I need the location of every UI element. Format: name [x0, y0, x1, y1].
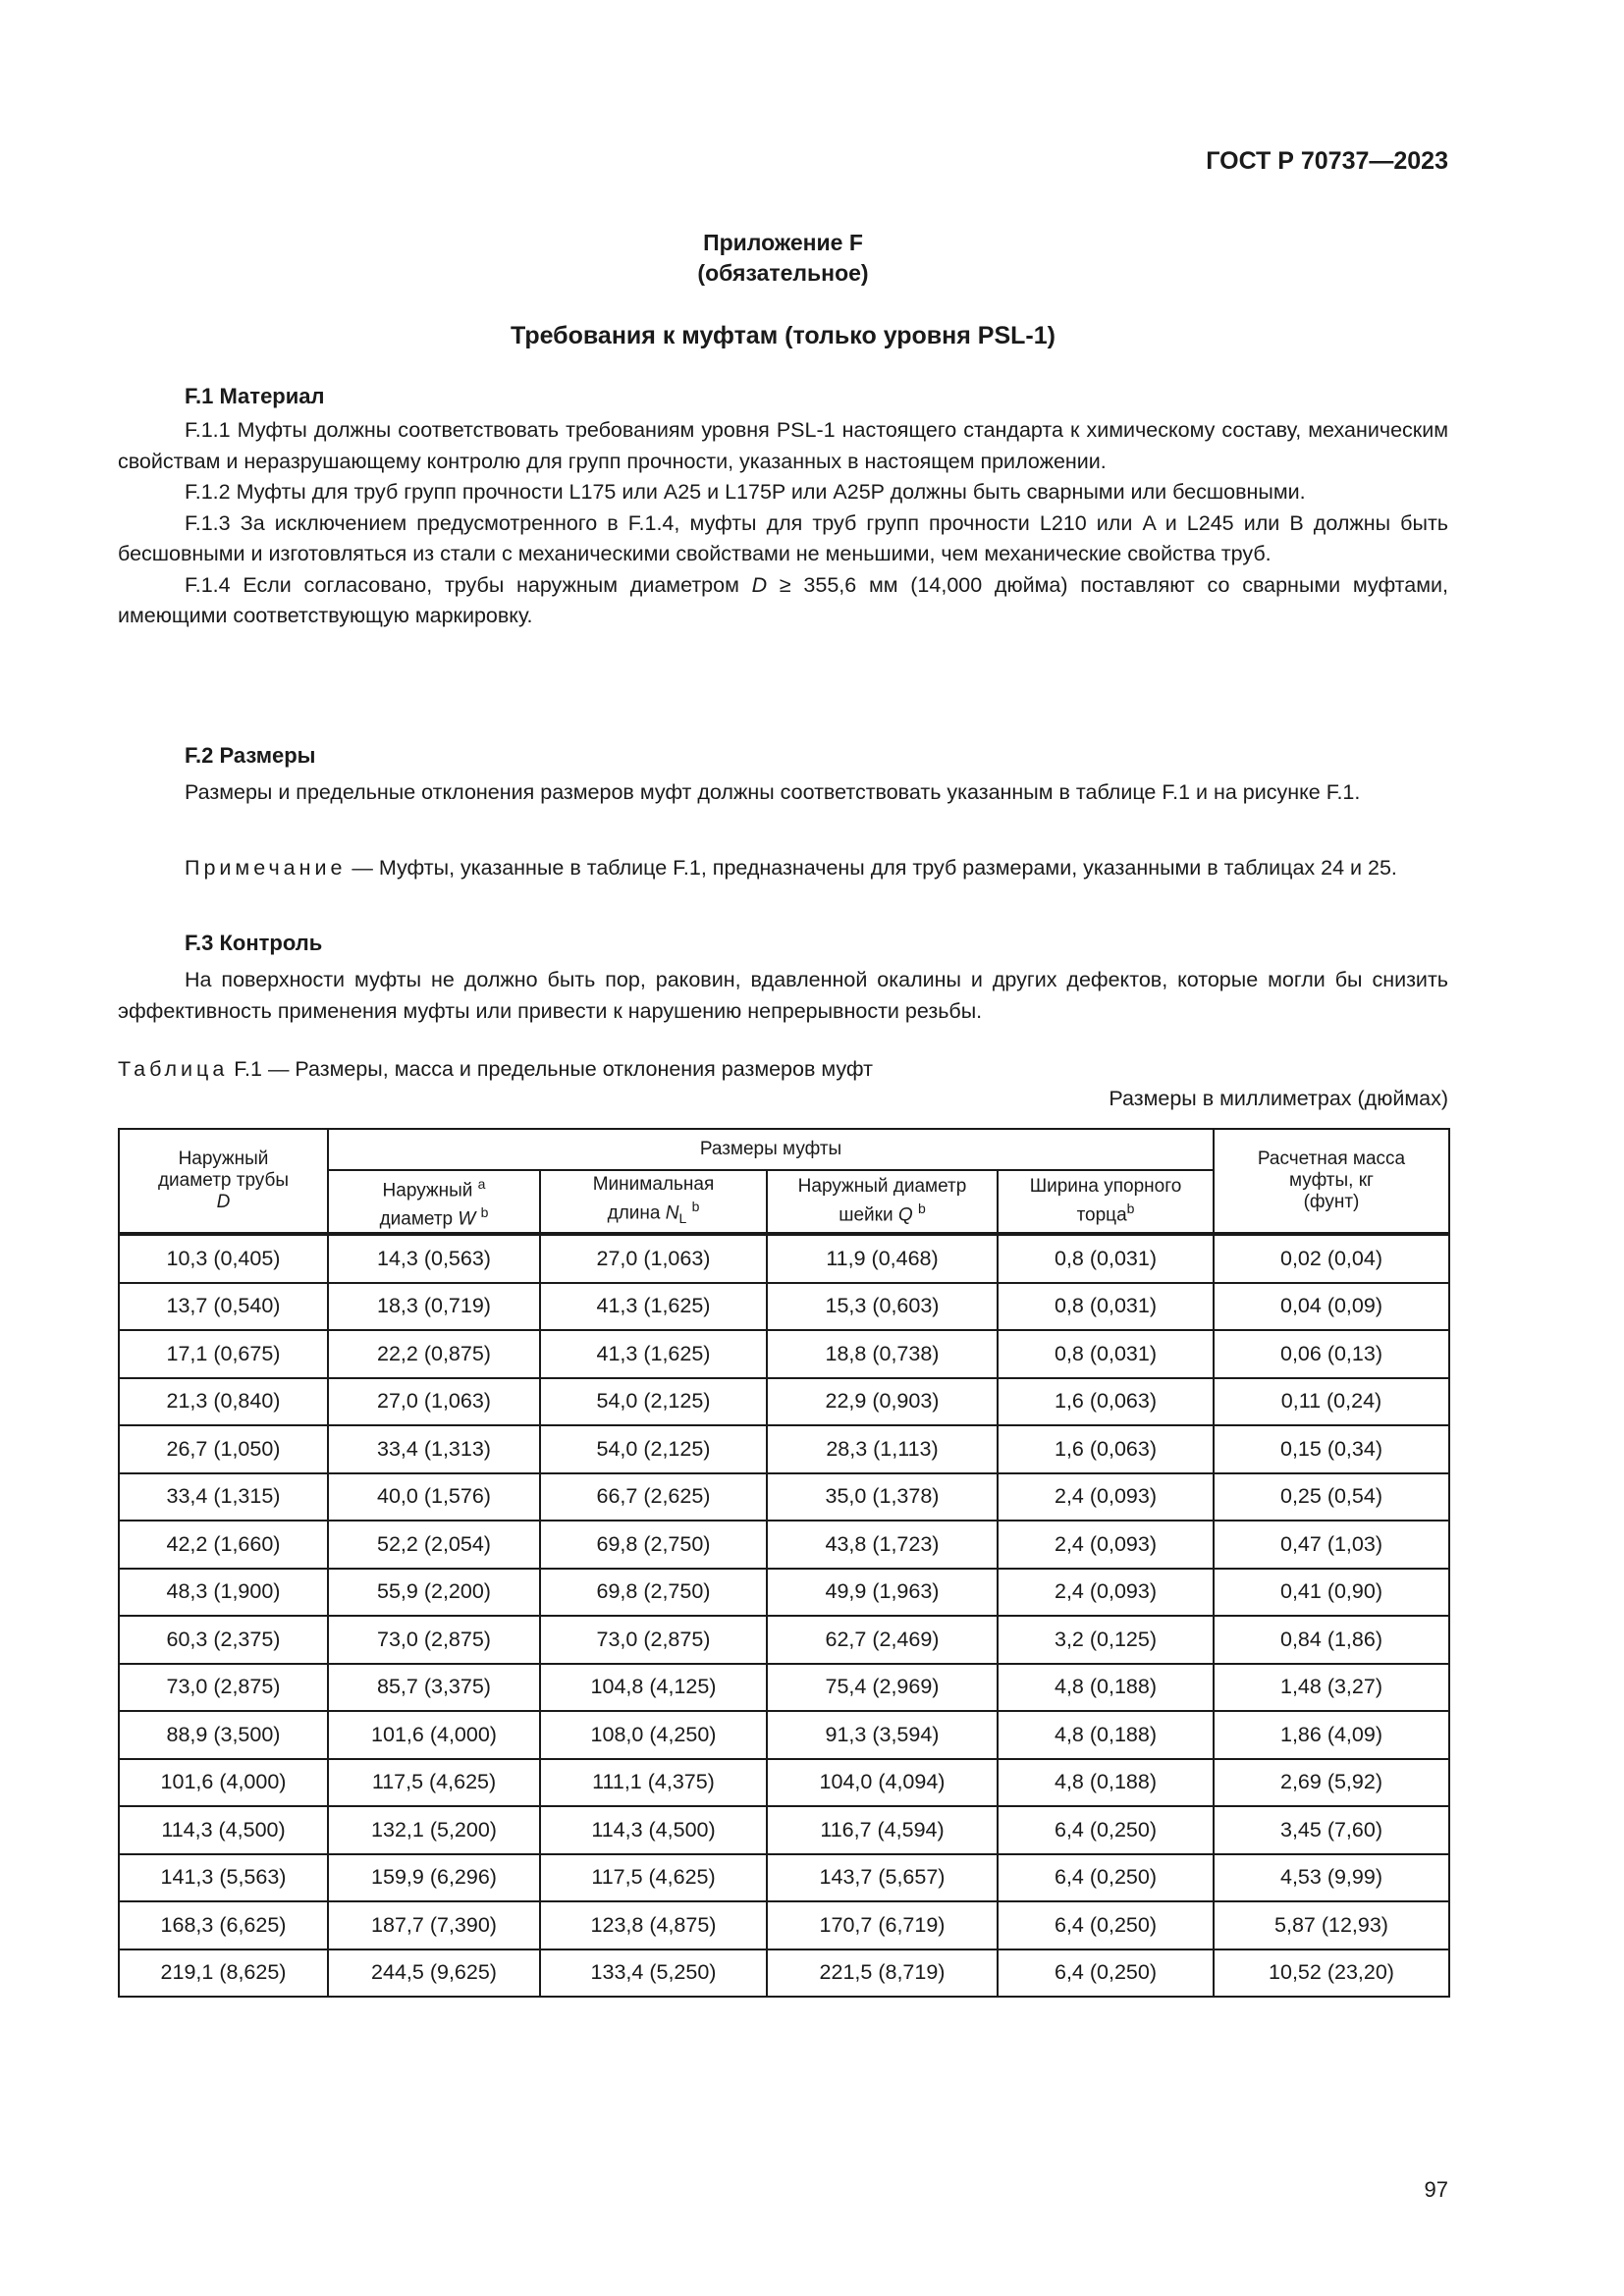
table-row: [119, 1473, 1449, 1522]
table-cell: 73,0 (2,875): [119, 1664, 328, 1712]
table-cell: 75,4 (2,969): [767, 1664, 998, 1712]
table-cell: 69,8 (2,750): [540, 1569, 767, 1617]
section-f1: [118, 381, 1448, 411]
table-row: [119, 1378, 1449, 1426]
section-f3-body: [118, 965, 1448, 1027]
table-cell: 101,6 (4,000): [119, 1759, 328, 1807]
table-cell: 22,2 (0,875): [328, 1330, 540, 1378]
page-number: 97: [1424, 2177, 1448, 2202]
table-cell: 101,6 (4,000): [328, 1711, 540, 1759]
table-cell: 0,8 (0,031): [998, 1283, 1214, 1331]
table-cell: 6,4 (0,250): [998, 1806, 1214, 1854]
table-cell: 6,4 (0,250): [998, 1949, 1214, 1998]
table-caption: [118, 1054, 1448, 1084]
table-cell: 114,3 (4,500): [119, 1806, 328, 1854]
table-cell: 10,3 (0,405): [119, 1234, 328, 1283]
table-cell: 187,7 (7,390): [328, 1901, 540, 1949]
table-cell: 27,0 (1,063): [328, 1378, 540, 1426]
table-cell: 170,7 (6,719): [767, 1901, 998, 1949]
table-cell: 60,3 (2,375): [119, 1616, 328, 1664]
table-cell: 49,9 (1,963): [767, 1569, 998, 1617]
paragraph-f1-2: F.1.2 Муфты для труб групп прочности L175 или A25 и L175P или A25P должны быть сварными или бесшовными.: [185, 480, 1306, 504]
table-cell: 73,0 (2,875): [328, 1616, 540, 1664]
table-cell: 2,4 (0,093): [998, 1521, 1214, 1569]
table-row: [119, 1616, 1449, 1664]
table-body: [119, 1234, 1449, 1997]
table-row: [119, 1854, 1449, 1902]
table-cell: 28,3 (1,113): [767, 1425, 998, 1473]
table-cell: 117,5 (4,625): [328, 1759, 540, 1807]
table-row: [119, 1759, 1449, 1807]
table-cell: 114,3 (4,500): [540, 1806, 767, 1854]
table-cell: 91,3 (3,594): [767, 1711, 998, 1759]
section-f3: [118, 928, 1448, 958]
table-cell: 0,11 (0,24): [1214, 1378, 1449, 1426]
table-cell: 132,1 (5,200): [328, 1806, 540, 1854]
table-cell: 116,7 (4,594): [767, 1806, 998, 1854]
table-cell: 221,5 (8,719): [767, 1949, 998, 1998]
table-cell: 54,0 (2,125): [540, 1425, 767, 1473]
header-neck-diameter-q: Наружный диаметр шейки Q $^b$: [767, 1170, 998, 1234]
table-cell: 73,0 (2,875): [540, 1616, 767, 1664]
table-units: Размеры в миллиметрах (дюймах): [1109, 1087, 1448, 1110]
header-pipe-diameter: Наружный диаметр трубы D: [119, 1129, 328, 1234]
table-cell: 18,3 (0,719): [328, 1283, 540, 1331]
table-cell: 0,04 (0,09): [1214, 1283, 1449, 1331]
paragraph-f1-1: F.1.1 Муфты должны соответствовать требованиям уровня PSL-1 настоящего стандарта к химическому составу, механическим свойствам и неразрушающему контролю для групп прочности, указанных в настоящем приложении.: [118, 418, 1448, 473]
table-cell: 0,25 (0,54): [1214, 1473, 1449, 1522]
table-caption-label: Таблица: [118, 1057, 229, 1081]
paragraph-f1-4: [118, 570, 1448, 632]
table-cell: 219,1 (8,625): [119, 1949, 328, 1998]
table-row: [119, 1664, 1449, 1712]
table-cell: 104,8 (4,125): [540, 1664, 767, 1712]
table-cell: 54,0 (2,125): [540, 1378, 767, 1426]
table-cell: 48,3 (1,900): [119, 1569, 328, 1617]
table-cell: 143,7 (5,657): [767, 1854, 998, 1902]
table-caption-text: F.1 — Размеры, масса и предельные отклонения размеров муфт: [228, 1057, 873, 1081]
section-f2-note: [118, 853, 1448, 884]
table-cell: 41,3 (1,625): [540, 1330, 767, 1378]
table-row: [119, 1234, 1449, 1283]
table-cell: 55,9 (2,200): [328, 1569, 540, 1617]
table-cell: 133,4 (5,250): [540, 1949, 767, 1998]
table-cell: 88,9 (3,500): [119, 1711, 328, 1759]
note-paragraph: [118, 853, 1448, 884]
table-cell: 13,7 (0,540): [119, 1283, 328, 1331]
table-cell: 0,8 (0,031): [998, 1330, 1214, 1378]
table-row: [119, 1521, 1449, 1569]
table-cell: 4,8 (0,188): [998, 1759, 1214, 1807]
table-cell: 26,7 (1,050): [119, 1425, 328, 1473]
table-cell: 66,7 (2,625): [540, 1473, 767, 1522]
table-cell: 18,8 (0,738): [767, 1330, 998, 1378]
table-cell: 3,2 (0,125): [998, 1616, 1214, 1664]
table-cell: 0,02 (0,04): [1214, 1234, 1449, 1283]
table-cell: 10,52 (23,20): [1214, 1949, 1449, 1998]
table-cell: 43,8 (1,723): [767, 1521, 998, 1569]
table-cell: 11,9 (0,468): [767, 1234, 998, 1283]
annex-type: (обязательное): [697, 260, 869, 286]
table-cell: 1,48 (3,27): [1214, 1664, 1449, 1712]
table-cell: 1,86 (4,09): [1214, 1711, 1449, 1759]
table-cell: 6,4 (0,250): [998, 1854, 1214, 1902]
section-f3-heading: F.3 Контроль: [185, 931, 323, 955]
paragraph-f1-4-variable: D: [751, 572, 768, 597]
table-row: [119, 1949, 1449, 1998]
table-cell: 159,9 (6,296): [328, 1854, 540, 1902]
table-cell: 0,06 (0,13): [1214, 1330, 1449, 1378]
table-row: [119, 1806, 1449, 1854]
table-cell: 4,8 (0,188): [998, 1664, 1214, 1712]
paragraph-f1-4-start: F.1.4 Если согласовано, трубы наружным диаметром: [185, 572, 752, 597]
paragraph-f2-1: Размеры и предельные отклонения размеров муфт должны соответствовать указанным в таблице F.1 и на рисунке F.1.: [185, 780, 1361, 804]
table-row: [119, 1330, 1449, 1378]
table-cell: 0,41 (0,90): [1214, 1569, 1449, 1617]
table-cell: 5,87 (12,93): [1214, 1901, 1449, 1949]
header-calculated-mass: Расчетная масса муфты, кг (фунт): [1214, 1129, 1449, 1234]
table-cell: 104,0 (4,094): [767, 1759, 998, 1807]
main-heading: Требования к муфтам (только уровня PSL-1): [511, 322, 1056, 349]
table-cell: 123,8 (4,875): [540, 1901, 767, 1949]
table-cell: 4,53 (9,99): [1214, 1854, 1449, 1902]
table-cell: 17,1 (0,675): [119, 1330, 328, 1378]
table-row: [119, 1901, 1449, 1949]
table-cell: 2,69 (5,92): [1214, 1759, 1449, 1807]
table-cell: 0,15 (0,34): [1214, 1425, 1449, 1473]
table-cell: 21,3 (0,840): [119, 1378, 328, 1426]
annex-title: Приложение F: [703, 230, 863, 255]
table-cell: 6,4 (0,250): [998, 1901, 1214, 1949]
note-label: Примечание: [185, 856, 347, 880]
table-cell: 22,9 (0,903): [767, 1378, 998, 1426]
section-f1-body: [118, 415, 1448, 632]
table-cell: 244,5 (9,625): [328, 1949, 540, 1998]
section-f2-body: [118, 777, 1448, 809]
paragraph-f1-3: F.1.3 За исключением предусмотренного в F.1.4, муфты для труб групп прочности L210 или A и L245 или B должны быть бесшовными и изготовляться из стали с механическими свойствами не меньшими, чем механические свойства труб.: [118, 510, 1448, 565]
header-bearing-face-width: Ширина упорного торца$^b$: [998, 1170, 1214, 1234]
paragraph-f1-4-end: ≥ 355,6 мм (14,000 дюйма) поставляют со сварными муфтами, имеющими соответствующую маркировку.: [118, 572, 1448, 627]
section-f2-heading: F.2 Размеры: [185, 743, 316, 768]
table-cell: 41,3 (1,625): [540, 1283, 767, 1331]
table-cell: 111,1 (4,375): [540, 1759, 767, 1807]
table-cell: 42,2 (1,660): [119, 1521, 328, 1569]
table-cell: 69,8 (2,750): [540, 1521, 767, 1569]
table-cell: 168,3 (6,625): [119, 1901, 328, 1949]
table-cell: 0,47 (1,03): [1214, 1521, 1449, 1569]
table-cell: 117,5 (4,625): [540, 1854, 767, 1902]
document-code: ГОСТ Р 70737—2023: [1206, 147, 1448, 175]
section-f1-heading: F.1 Материал: [185, 384, 325, 408]
table-cell: 141,3 (5,563): [119, 1854, 328, 1902]
table-cell: 33,4 (1,313): [328, 1425, 540, 1473]
table-cell: 0,8 (0,031): [998, 1234, 1214, 1283]
header-outer-diameter-w: Наружный $^a$ диаметр W $^b$: [328, 1170, 540, 1234]
table-cell: 4,8 (0,188): [998, 1711, 1214, 1759]
table-cell: 27,0 (1,063): [540, 1234, 767, 1283]
table-cell: 14,3 (0,563): [328, 1234, 540, 1283]
table-cell: 62,7 (2,469): [767, 1616, 998, 1664]
coupling-dimensions-table: [118, 1128, 1450, 1998]
table-cell: 85,7 (3,375): [328, 1664, 540, 1712]
table-row: [119, 1569, 1449, 1617]
header-min-length-nl: Минимальная длина $N_L$ $^b$: [540, 1170, 767, 1234]
table-cell: 1,6 (0,063): [998, 1378, 1214, 1426]
note-text: — Муфты, указанные в таблице F.1, предназначены для труб размерами, указанными в таблицах 24 и 25.: [346, 856, 1397, 880]
section-f2: [118, 740, 1448, 771]
table-cell: 2,4 (0,093): [998, 1473, 1214, 1522]
table-row: [119, 1711, 1449, 1759]
table-cell: 40,0 (1,576): [328, 1473, 540, 1522]
header-coupling-dimensions: Размеры муфты: [328, 1129, 1214, 1170]
table-cell: 15,3 (0,603): [767, 1283, 998, 1331]
table-cell: 3,45 (7,60): [1214, 1806, 1449, 1854]
table-cell: 2,4 (0,093): [998, 1569, 1214, 1617]
table-cell: 0,84 (1,86): [1214, 1616, 1449, 1664]
table-cell: 52,2 (2,054): [328, 1521, 540, 1569]
table-cell: 33,4 (1,315): [119, 1473, 328, 1522]
table-cell: 1,6 (0,063): [998, 1425, 1214, 1473]
table-row: [119, 1425, 1449, 1473]
paragraph-f3-1: На поверхности муфты не должно быть пор, раковин, вдавленной окалины и других дефектов, которые могли бы снизить эффективность применения муфты или привести к нарушению непрерывности резьбы.: [118, 968, 1448, 1023]
table-row: [119, 1283, 1449, 1331]
table-cell: 108,0 (4,250): [540, 1711, 767, 1759]
table-cell: 35,0 (1,378): [767, 1473, 998, 1522]
